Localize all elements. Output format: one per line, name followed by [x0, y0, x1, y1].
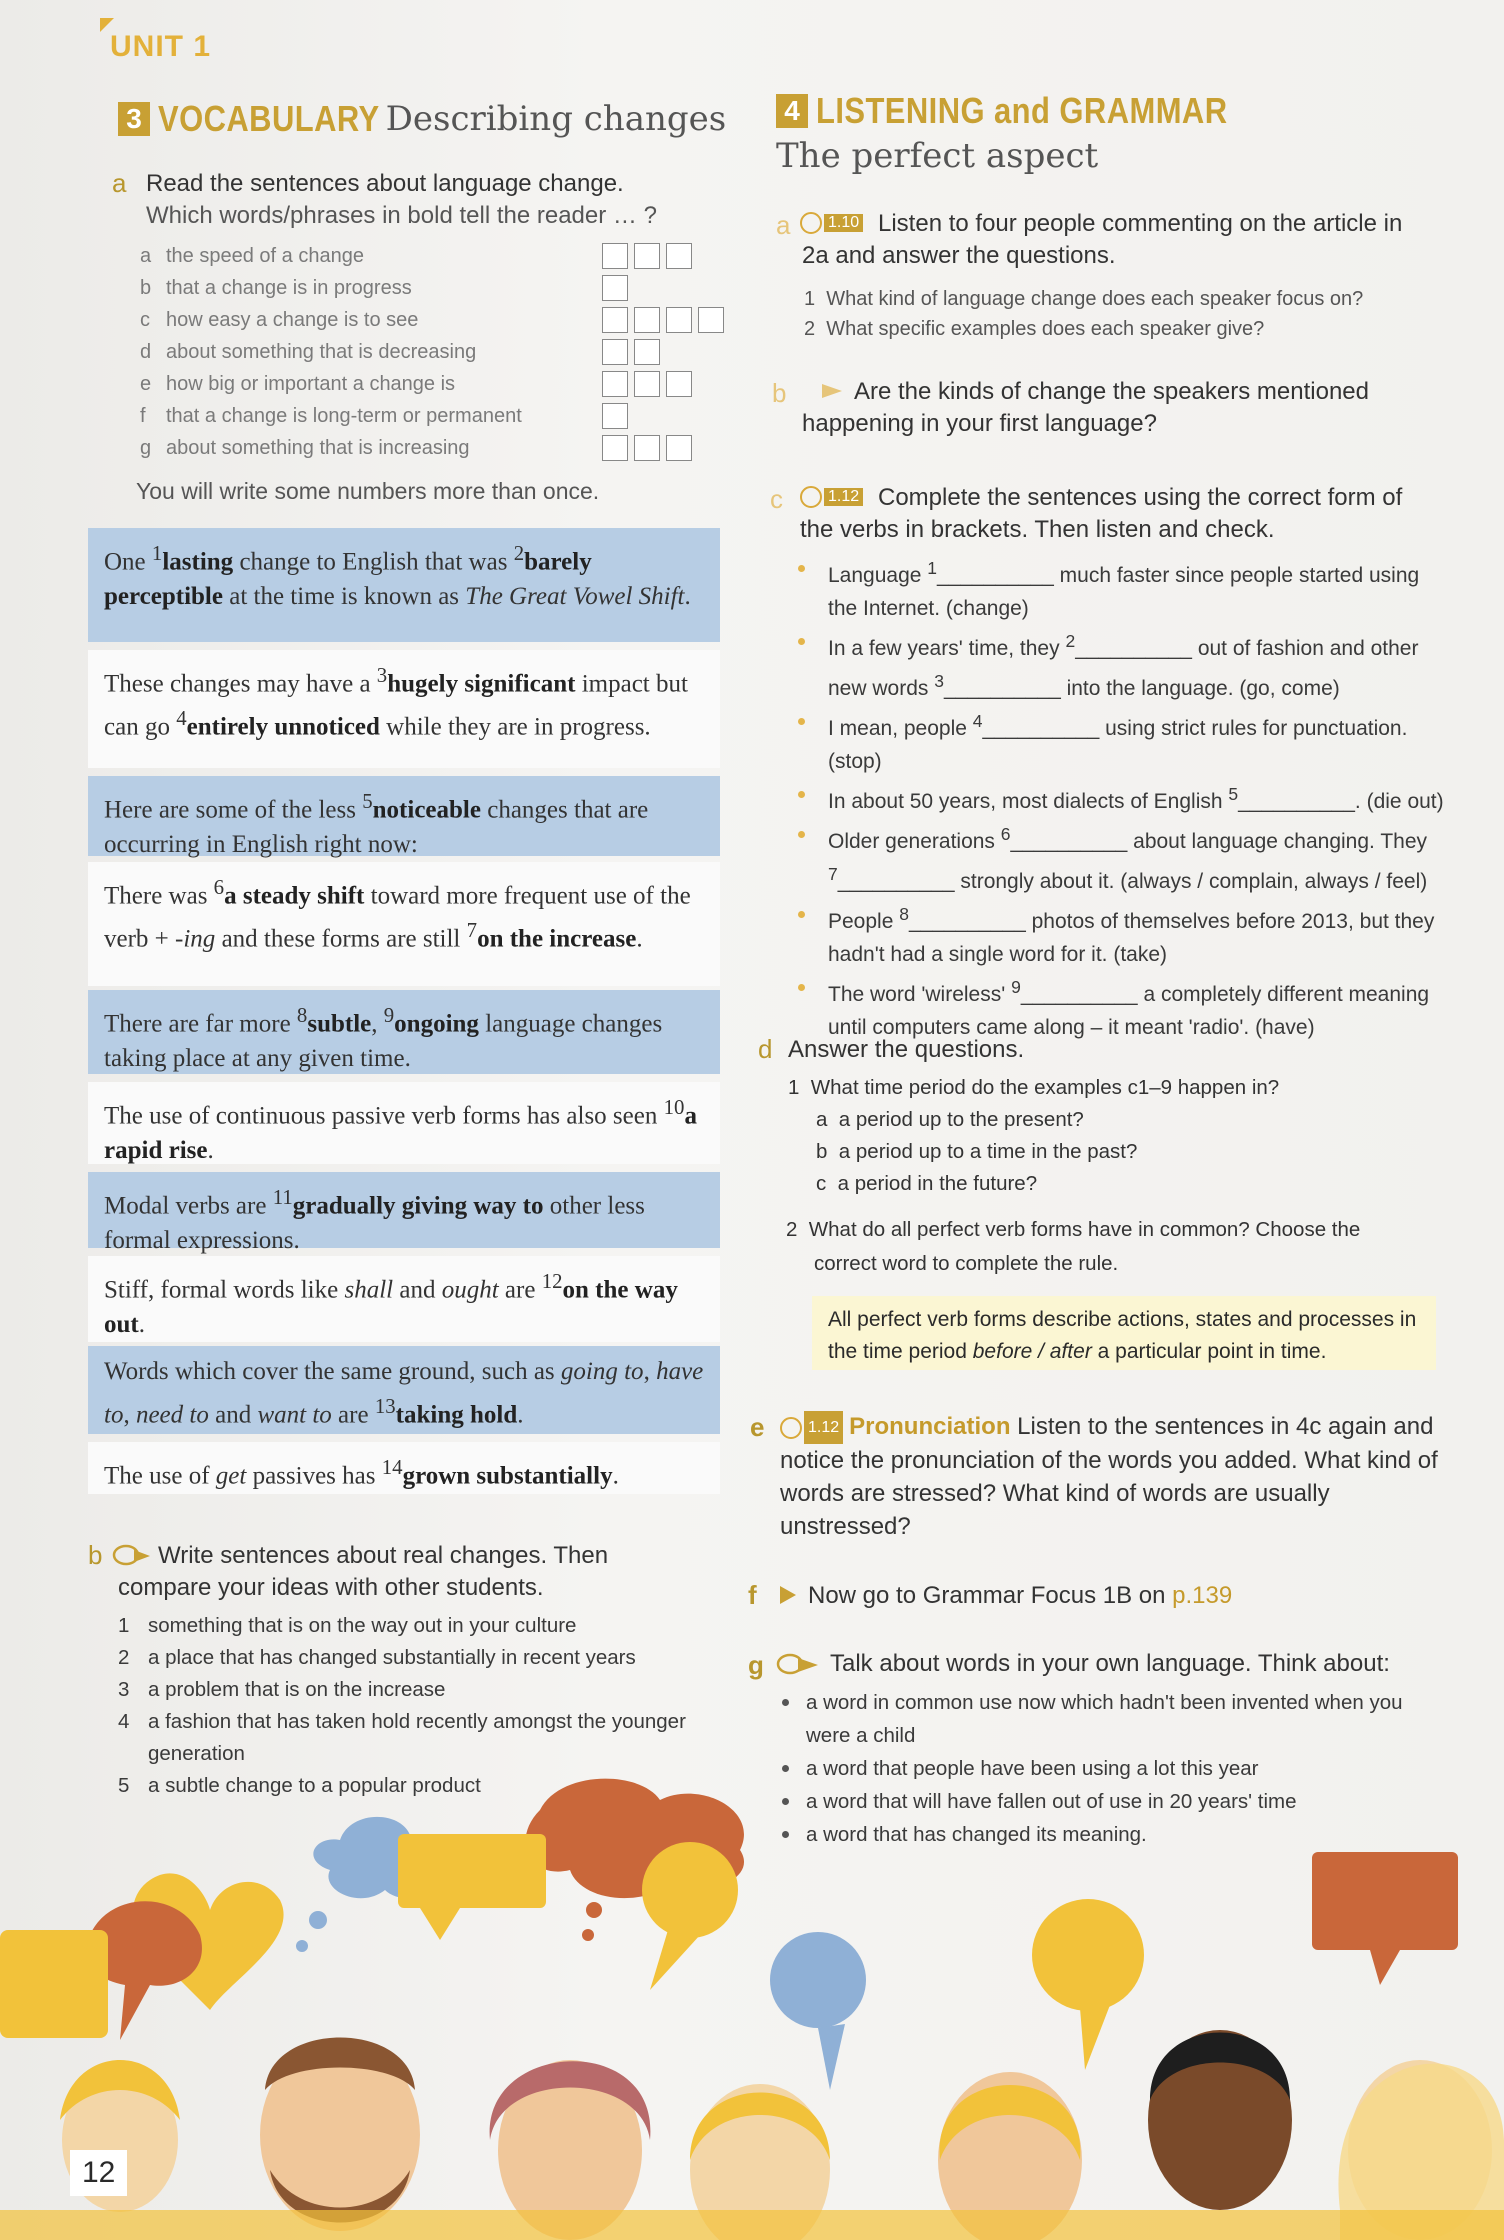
discussion-item: a word in common use now which hadn't been invented when you were a child: [780, 1686, 1446, 1752]
listening-d-q2a: 2 What do all perfect verb forms have in common? Choose the: [786, 1218, 1361, 1241]
vocab-section-number: 3: [118, 102, 150, 136]
vocab-item: [140, 304, 730, 336]
answer-box[interactable]: [634, 307, 660, 333]
listening-e-letter: e: [750, 1412, 765, 1442]
answer-box[interactable]: [602, 403, 628, 429]
sentence-box: Words which cover the same ground, such as going to, have to, need to and want to are $^{13}$taking hold.: [88, 1346, 720, 1434]
gap-fill-sentence: Language $^1$__________ much faster since people started using the Internet. (change): [790, 552, 1448, 625]
answer-box[interactable]: [602, 307, 628, 333]
vocab-item-key: c: [140, 308, 150, 331]
arrow-right-icon: [778, 1584, 798, 1606]
track-tag: 1.12: [804, 1411, 843, 1444]
sentence-box: These changes may have a $^3$hugely significant impact but can go $^4$entirely unnoticed while they are in progress.: [88, 650, 720, 768]
listening-d-letter: d: [758, 1034, 773, 1064]
vocab-item-key: d: [140, 340, 152, 363]
gap-fill-sentence: I mean, people $^4$__________ using strict rules for punctuation. (stop): [790, 705, 1448, 778]
listening-c-line1: Complete the sentences using the correct form of: [878, 484, 1403, 511]
pronunciation-label: Pronunciation: [849, 1413, 1011, 1440]
vocab-b-item: 3 a problem that is on the increase: [118, 1678, 446, 1701]
sentence-box: The use of continuous passive verb forms has also seen $^{10}$a rapid rise.: [88, 1082, 720, 1164]
listening-g-letter: g: [748, 1650, 764, 1680]
listening-b-line2: happening in your first language?: [802, 410, 1157, 437]
listening-a-letter: a: [776, 210, 791, 240]
gap-fill-sentence: The word 'wireless' $^9$__________ a completely different meaning until computers came along – it meant 'radio'. (have): [790, 971, 1448, 1044]
listening-d-q2a-text: What do all perfect verb forms have in common? Choose the: [808, 1218, 1361, 1241]
sentence-box: The use of get passives has $^{14}$grown substantially.: [88, 1442, 720, 1494]
play-icon: [800, 212, 822, 234]
grammar-focus-link[interactable]: p.139: [1172, 1582, 1233, 1609]
vocab-item-key: a: [140, 244, 152, 267]
answer-box[interactable]: [666, 307, 692, 333]
listening-d-q1: 1 What time period do the examples c1–9 happen in?: [788, 1076, 1280, 1099]
listening-title: LISTENING and GRAMMAR: [816, 90, 1228, 131]
listening-d-q1a: a a period up to the present?: [816, 1108, 1084, 1131]
sentence-box: One $^1$lasting change to English that was $^2$barely perceptible at the time is known as The Great Vowel Shift.: [88, 528, 720, 642]
vocab-item: [140, 272, 730, 304]
sentence-box: There was $^6$a steady shift toward more frequent use of the verb + -ing and these forms are still $^7$on the increase.: [88, 862, 720, 986]
answer-box[interactable]: [666, 371, 692, 397]
listening-f-letter: f: [748, 1580, 757, 1610]
listening-a-q2-text: What specific examples does each speaker give?: [826, 318, 1265, 340]
speech-bubble-icon: [776, 1652, 822, 1678]
listening-d-line: Answer the questions.: [788, 1036, 1025, 1063]
answer-box[interactable]: [666, 435, 692, 461]
listening-section-number: 4: [776, 94, 808, 128]
pronunciation-text: Listen to the sentences in 4c again and notice the pronunciation of the words you added. What kind of words are stressed? What kind of words are usually unstressed?: [780, 1413, 1438, 1541]
listening-d-q2b: correct word to complete the rule.: [814, 1252, 1119, 1275]
listening-d-q1c-text: a period in the future?: [837, 1172, 1038, 1195]
gap-fill-sentence: Older generations $^6$__________ about language changing. They $^7$__________ strongly about it. (always / complain, always / feel): [790, 818, 1448, 898]
vocab-b-item: 2 a place that has changed substantially in recent years: [118, 1646, 636, 1669]
speech-bubble-icon: [808, 380, 848, 402]
listening-c-line2: the verbs in brackets. Then listen and check.: [800, 516, 1275, 543]
vocab-a-line1: Read the sentences about language change.: [146, 170, 624, 197]
listening-subtitle: The perfect aspect: [776, 136, 1099, 176]
vocab-header: [118, 98, 726, 140]
vocab-b-letter: b: [88, 1540, 103, 1570]
vocab-item-text: about something that is increasing: [166, 436, 470, 459]
gap-fill-sentence: People $^8$__________ photos of themselves before 2013, but they hadn't had a single word for it. (take): [790, 898, 1448, 971]
listening-d-q1a-text: a period up to the present?: [838, 1108, 1084, 1131]
vocab-item-text: that a change is long-term or permanent: [166, 404, 522, 427]
gap-fill-sentence: In a few years' time, they $^2$__________ out of fashion and other new words $^3$__________ into the language. (go, come): [790, 625, 1448, 705]
vocab-b-item: 1 something that is on the way out in your culture: [118, 1614, 577, 1637]
vocab-b-item: 5 a subtle change to a popular product: [118, 1774, 481, 1797]
vocab-subtitle: Describing changes: [385, 99, 727, 139]
gap-fill-sentence: In about 50 years, most dialects of English $^5$__________. (die out): [790, 778, 1448, 818]
vocab-item-key: b: [140, 276, 152, 299]
listening-a-q1: 1 What kind of language change does each speaker focus on?: [804, 288, 1364, 310]
vocab-matching-list: [140, 240, 730, 464]
listening-d-q1c: c a period in the future?: [816, 1172, 1038, 1195]
listening-f-text: [808, 1580, 1232, 1611]
listening-a-q1-text: What kind of language change does each speaker focus on?: [826, 288, 1364, 310]
listening-a-q2: 2 What specific examples does each speaker give?: [804, 318, 1265, 340]
vocab-item: [140, 400, 730, 432]
vocab-item-text: the speed of a change: [166, 244, 364, 267]
discussion-item: a word that has changed its meaning.: [780, 1818, 1446, 1851]
answer-box[interactable]: [634, 435, 660, 461]
vocab-a-line2: Which words/phrases in bold tell the reader … ?: [146, 202, 657, 229]
speech-bubble-icon: [112, 1544, 152, 1568]
play-icon[interactable]: [780, 1417, 802, 1439]
people-speech-bubbles-illustration: [0, 1740, 1504, 2240]
unit-label: UNIT 1: [110, 30, 212, 63]
answer-box[interactable]: [602, 435, 628, 461]
listening-header: [776, 90, 1294, 132]
sentence-box: Stiff, formal words like shall and ought are $^{12}$on the way out.: [88, 1256, 720, 1342]
listening-d-q1b: b a period up to a time in the past?: [816, 1140, 1138, 1163]
vocab-b-line1: Write sentences about real changes. Then: [158, 1542, 609, 1569]
vocab-item-text: about something that is decreasing: [166, 340, 477, 363]
listening-d-q1b-text: a period up to a time in the past?: [838, 1140, 1138, 1163]
answer-box[interactable]: [602, 339, 628, 365]
grammar-rule-box: All perfect verb forms describe actions, states and processes in the time period before / after a particular point in time.: [812, 1296, 1436, 1370]
discussion-item: a word that will have fallen out of use in 20 years' time: [780, 1785, 1446, 1818]
vocab-note: You will write some numbers more than once.: [136, 478, 600, 504]
answer-box[interactable]: [634, 371, 660, 397]
sentence-box: Here are some of the less $^5$noticeable changes that are occurring in English right now:: [88, 776, 720, 856]
audio-track-a[interactable]: [800, 212, 869, 234]
vocab-item: [140, 432, 730, 464]
listening-c-letter: c: [770, 484, 783, 514]
discussion-item: a word that people have been using a lot this year: [780, 1752, 1446, 1785]
vocab-item: [140, 240, 730, 272]
vocab-a-letter: a: [112, 168, 127, 198]
listening-d-q1-text: What time period do the examples c1–9 happen in?: [810, 1076, 1280, 1099]
track-tag: 1.12: [824, 488, 863, 506]
audio-track-c[interactable]: [800, 486, 869, 508]
vocab-b-item: 4 a fashion that has taken hold recently amongst the younger generation: [118, 1710, 686, 1765]
vocab-item-key: g: [140, 436, 152, 459]
listening-c-list: [790, 552, 1450, 1044]
vocab-item: [140, 336, 730, 368]
vocab-item-text: that a change is in progress: [166, 276, 412, 299]
play-icon: [800, 486, 822, 508]
grammar-focus-text: Now go to Grammar Focus 1B on: [808, 1582, 1166, 1609]
vocab-item: [140, 368, 730, 400]
page-number: 12: [70, 2150, 127, 2196]
vocab-item-text: how big or important a change is: [166, 372, 456, 395]
vocab-item-key: e: [140, 372, 152, 395]
vocab-b-line2: compare your ideas with other students.: [118, 1574, 544, 1601]
vocab-item-text: how easy a change is to see: [166, 308, 419, 331]
sentence-box: There are far more $^8$subtle, $^9$ongoing language changes taking place at any given time.: [88, 990, 720, 1074]
answer-box[interactable]: [634, 339, 660, 365]
listening-b-letter: b: [772, 378, 787, 408]
listening-b-line1: Are the kinds of change the speakers mentioned: [854, 378, 1369, 405]
listening-a-line1: Listen to four people commenting on the article in: [878, 210, 1403, 237]
answer-box[interactable]: [602, 371, 628, 397]
answer-box[interactable]: [666, 243, 692, 269]
answer-box[interactable]: [602, 243, 628, 269]
answer-box[interactable]: [698, 307, 724, 333]
sentence-box: Modal verbs are $^{11}$gradually giving way to other less formal expressions.: [88, 1172, 720, 1248]
answer-box[interactable]: [602, 275, 628, 301]
listening-g-text: Talk about words in your own language. Think about:: [830, 1650, 1390, 1677]
answer-box[interactable]: [634, 243, 660, 269]
listening-e-text: [780, 1410, 1460, 1543]
track-tag: 1.10: [824, 214, 863, 232]
listening-a-line2: 2a and answer the questions.: [802, 242, 1116, 269]
vocab-title: VOCABULARY: [158, 98, 380, 139]
vocab-item-key: f: [140, 404, 146, 427]
